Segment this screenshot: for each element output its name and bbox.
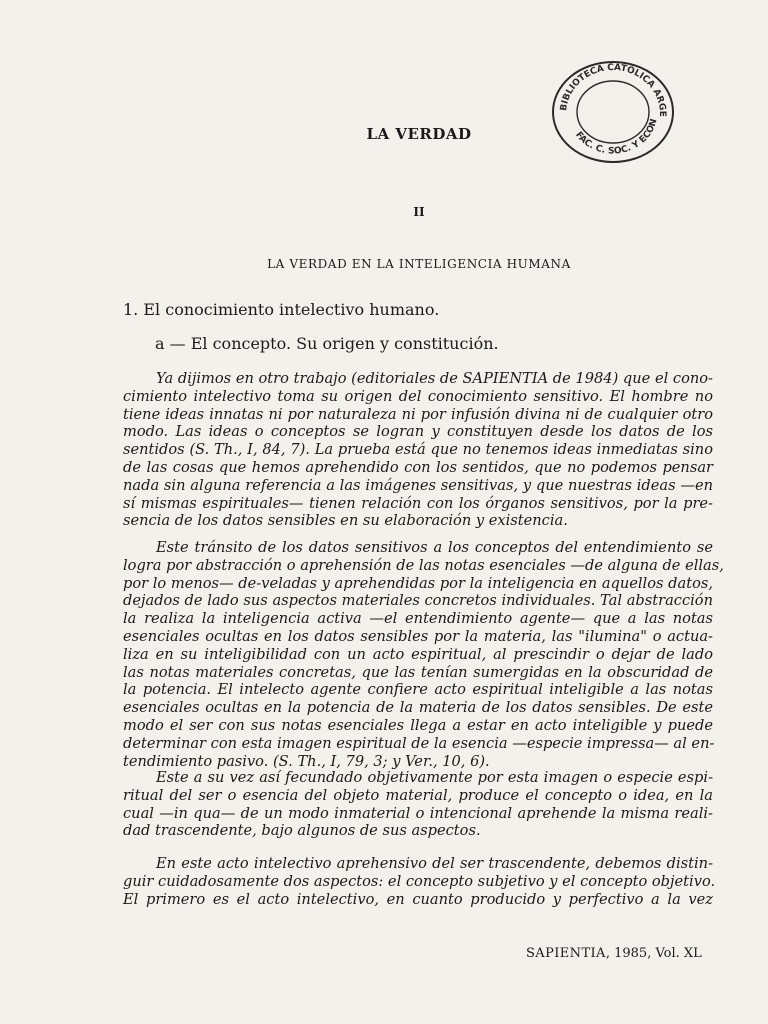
stamp-text-top: BIBLIOTECA CATÓLICA ARGE — [559, 62, 668, 117]
section-subtitle: LA VERDAD EN LA INTELIGENCIA HUMANA — [267, 257, 571, 271]
text-line: guir cuidadosamente dos aspectos: el concepto subjetivo y el concepto objetivo. — [123, 872, 716, 890]
text-line: Este a su vez así fecundado objetivamente por esta imagen o especie espi- — [156, 769, 713, 786]
text-line: tendimiento pasivo. (S. Th., I, 79, 3; y Ver., 10, 6). — [123, 752, 490, 770]
text-line: Este tránsito de los datos sensitivos a los conceptos del entendimiento se — [156, 539, 713, 556]
text-line: la realiza la inteligencia activa —el entendimiento agente— que a las notas — [123, 610, 713, 628]
text-line: liza en su inteligibilidad con un acto espiritual, al prescindir o dejar de lado — [123, 645, 713, 663]
text-line: por lo menos— de-veladas y aprehendidas por la inteligencia en aquellos datos, — [123, 574, 713, 592]
text-line: esenciales ocultas en los datos sensibles por la materia, las "ilumina" o actua- — [123, 627, 713, 645]
library-stamp — [548, 56, 678, 166]
text-line: de las cosas que hemos aprehendido con los sentidos, que no podemos pensar — [123, 458, 713, 476]
text-line: Ya dijimos en otro trabajo (editoriales de SAPIENTIA de 1984) que el cono- — [156, 370, 713, 387]
paragraph-3 — [123, 769, 713, 840]
stamp-seal-icon — [548, 56, 678, 166]
journal-name: SAPIENTIA — [526, 946, 606, 961]
heading-subsection-a: a — El concepto. Su origen y constitución. — [155, 334, 499, 353]
paragraph-2 — [123, 539, 724, 770]
text-line: dejados de lado sus aspectos materiales concretos individuales. Tal abstracción — [123, 592, 713, 610]
text-line: sentidos (S. Th., I, 84, 7). La prueba está que no tenemos ideas inmediatas sino — [123, 441, 713, 459]
stamp-text-bottom: FAC. C. SOC. Y ECON — [573, 117, 660, 157]
text-line: determinar con esta imagen espiritual de la esencia —especie impressa— al en- — [123, 734, 715, 752]
page-title: LA VERDAD — [366, 125, 472, 143]
text-line: El primero es el acto intelectivo, en cuanto producido y perfectivo a la vez — [123, 890, 713, 908]
text-line: dad trascendente, bajo algunos de sus aspectos. — [123, 822, 481, 840]
text-line: En este acto intelectivo aprehensivo del ser trascendente, debemos distin- — [156, 855, 713, 872]
text-line: sencia de los datos sensibles en su elaboración y existencia. — [123, 512, 568, 530]
text-line: ritual del ser o esencia del objeto material, produce el concepto o idea, en la — [123, 786, 713, 804]
section-number: II — [413, 205, 425, 219]
page-footer-citation — [526, 946, 702, 961]
text-line: la potencia. El intelecto agente confiere acto espiritual inteligible a las notas — [123, 681, 713, 699]
paragraph-1 — [123, 370, 713, 530]
text-line: logra por abstracción o aprehensión de las notas esenciales —de alguna de ellas, — [123, 556, 724, 574]
journal-details: , 1985, Vol. XL — [605, 946, 702, 961]
heading-section-1: 1. El conocimiento intelectivo humano. — [123, 300, 440, 319]
text-line: modo el ser con sus notas esenciales llega a estar en acto inteligible y puede — [123, 716, 713, 734]
text-line: las notas materiales concretas, que las tenían sumergidas en la obscuridad de — [123, 663, 713, 681]
text-line: modo. Las ideas o conceptos se logran y constituyen desde los datos de los — [123, 423, 713, 441]
text-line: cual —in qua— de un modo inmaterial o intencional aprehende la misma reali- — [123, 804, 713, 822]
text-line: tiene ideas innatas ni por naturaleza ni por infusión divina ni de cualquier otro — [123, 405, 713, 423]
text-line: esenciales ocultas en la potencia de la materia de los datos sensibles. De este — [123, 699, 713, 717]
text-line: cimiento intelectivo toma su origen del conocimiento sensitivo. El hombre no — [123, 387, 713, 405]
text-line: nada sin alguna referencia a las imágenes sensitivas, y que nuestras ideas —en — [123, 476, 713, 494]
paragraph-4 — [123, 855, 716, 908]
text-line: sí mismas espirituales— tienen relación con los órganos sensitivos, por la pre- — [123, 494, 713, 512]
